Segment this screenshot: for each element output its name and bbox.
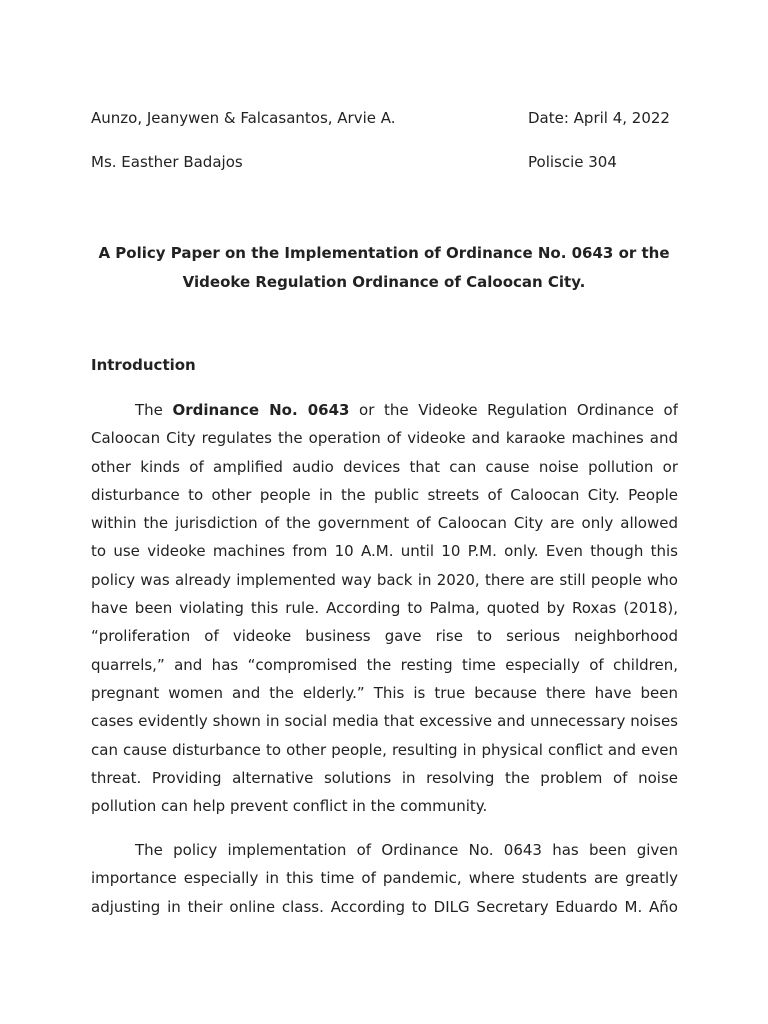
paragraph-line: threat. Providing alternative solutions in resolving the problem of noise <box>91 768 678 787</box>
paragraph-line: pollution can help prevent conflict in the community. <box>91 797 488 816</box>
course-text: Poliscie 304 <box>528 153 617 171</box>
ordinance-bold-text: Ordinance No. 0643 <box>172 401 350 419</box>
paragraph-line: within the jurisdiction of the government of Caloocan City are only allowed <box>91 514 678 533</box>
paragraph-line: Caloocan City regulates the operation of videoke and karaoke machines and <box>91 429 678 448</box>
title-line-2: Videoke Regulation Ordinance of Caloocan City. <box>182 273 586 291</box>
paragraph-line: policy was already implemented way back in 2020, there are still people who <box>91 570 678 589</box>
lead-text: The <box>135 401 173 419</box>
line-rest-text: or the Videoke Regulation Ordinance of <box>349 401 678 419</box>
introduction-paragraph-1 <box>91 396 678 820</box>
paragraph-line <box>91 396 678 424</box>
paragraph-line: have been violating this rule. According to Palma, quoted by Roxas (2018), <box>91 599 678 618</box>
introduction-paragraph-2 <box>91 836 678 921</box>
paragraph-line: to use videoke machines from 10 A.M. until 10 P.M. only. Even though this <box>91 542 678 561</box>
paragraph-line: cases evidently shown in social media that excessive and unnecessary noises <box>91 712 678 731</box>
paragraph-line: importance especially in this time of pandemic, where students are greatly <box>91 869 678 888</box>
paper-title <box>60 239 708 297</box>
paragraph-line: adjusting in their online class. According to DILG Secretary Eduardo M. Año <box>91 897 678 916</box>
paragraph-line: “proliferation of videoke business gave rise to serious neighborhood <box>91 627 678 646</box>
paragraph-line: disturbance to other people in the public streets of Caloocan City. People <box>91 485 678 504</box>
paragraph-line: can cause disturbance to other people, resulting in physical conflict and even <box>91 740 678 759</box>
date-text: Date: April 4, 2022 <box>528 109 670 127</box>
title-line-1: A Policy Paper on the Implementation of Ordinance No. 0643 or the <box>98 244 670 262</box>
paragraph-line: quarrels,” and has “compromised the resting time especially of children, <box>91 655 678 674</box>
paragraph-line: other kinds of amplified audio devices that can cause noise pollution or <box>91 457 678 476</box>
paragraph-line: The policy implementation of Ordinance No. 0643 has been given <box>135 841 678 859</box>
instructor-text: Ms. Easther Badajos <box>91 153 243 171</box>
section-heading-introduction: Introduction <box>91 356 196 374</box>
authors-text: Aunzo, Jeanywen & Falcasantos, Arvie A. <box>91 109 396 127</box>
paragraph-line: pregnant women and the elderly.” This is true because there have been <box>91 683 678 702</box>
